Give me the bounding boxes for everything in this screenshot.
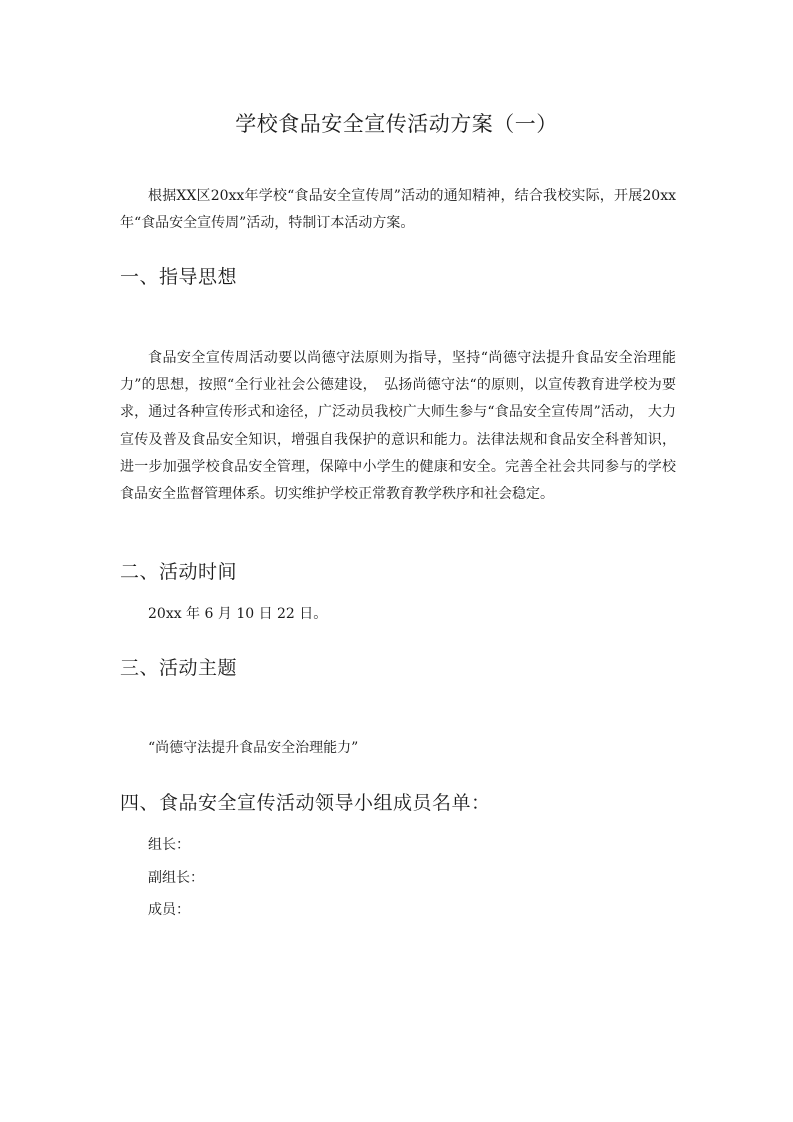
member-line-leader: 组长： [148, 837, 190, 853]
section-heading-activity-time: 二、活动时间 [120, 561, 238, 583]
section-heading-activity-theme: 三、活动主题 [120, 657, 238, 679]
activity-time-text: 20xx 年 6 月 10 日 22 日。 [148, 606, 328, 622]
guiding-ideology-paragraph: 食品安全宣传周活动要以尚德守法原则为指导，坚持“尚德守法提升食品安全治理能力”的思想，按照“全行业社会公德建设， 弘扬尚德守法“的原则，以宣传教育进学校为要求，通过各种宣传形式和途径，广泛动员我校广大师生参与“食品安全宣传周”活动， 大力宣传及普及食品安全知识，增强自我保护的意识和能力。法律法规和食品安全科普知识，进一步加强学校食品安全管理，保障中小学生的健康和安全。完善全社会共同参与的学校食品安全监督管理体系。切实维护学校正常教育教学秩序和社会稳定。 [120, 350, 676, 503]
activity-theme-text: “尚德守法提升食品安全治理能力” [148, 740, 359, 756]
intro-paragraph: 根据XX区20xx年学校“食品安全宣传周”活动的通知精神，结合我校实际，开展20xx年“食品安全宣传周”活动，特制订本活动方案。 [120, 188, 676, 232]
document-title: 学校食品安全宣传活动方案（一） [235, 112, 558, 136]
member-line-deputy-leader: 副组长： [148, 870, 204, 886]
member-line-members: 成员： [148, 902, 190, 918]
section-heading-guiding-ideology: 一、指导思想 [120, 266, 238, 288]
section-heading-leadership-group: 四、食品安全宣传活动领导小组成员名单： [120, 792, 491, 814]
